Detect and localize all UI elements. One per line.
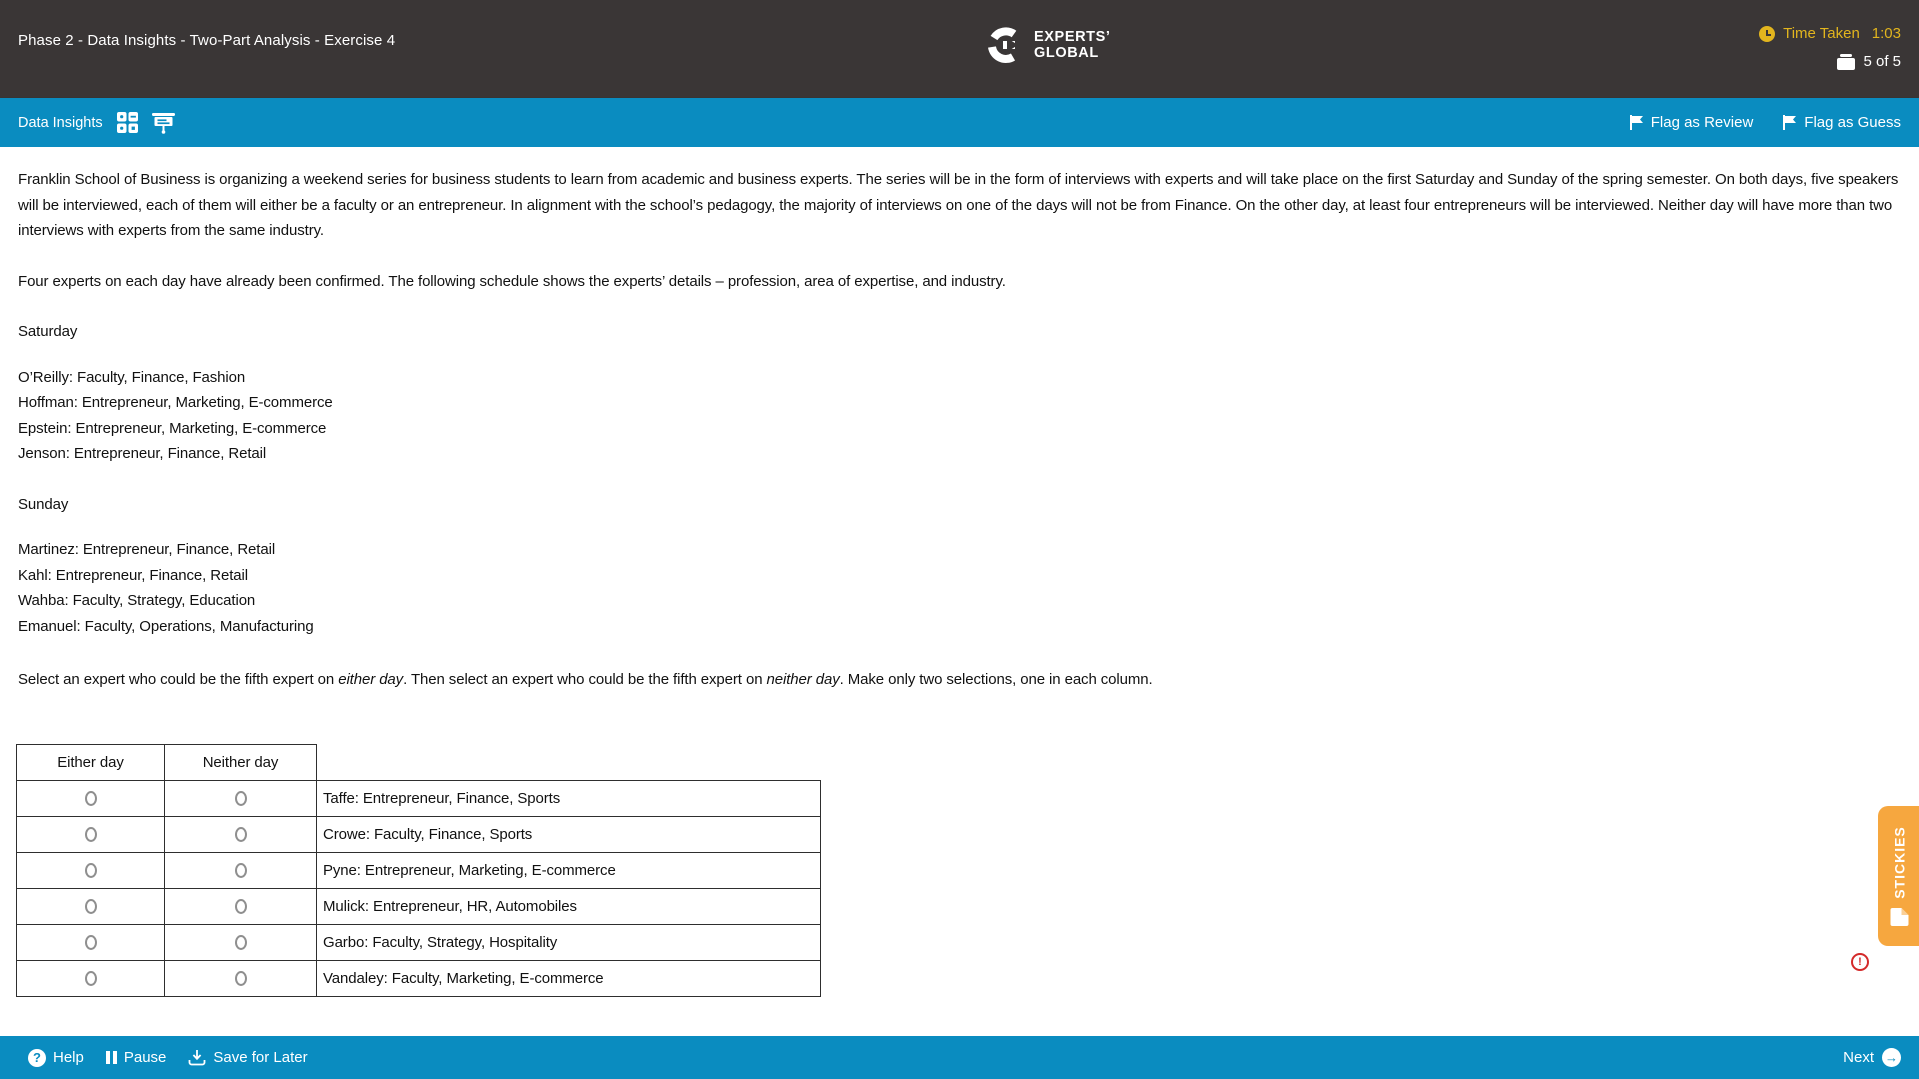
question-area	[0, 147, 1919, 1036]
instruction-text: . Then select an expert who could be the fifth expert on	[403, 671, 767, 688]
answer-table	[16, 744, 821, 997]
clock-icon	[1759, 26, 1775, 42]
saturday-expert: Jenson: Entrepreneur, Finance, Retail	[18, 445, 267, 462]
sticky-note-icon	[1890, 908, 1908, 926]
flag-as-guess-label: Flag as Guess	[1804, 114, 1901, 131]
options-column-header-blank	[317, 744, 821, 780]
save-for-later-label: Save for Later	[213, 1049, 308, 1066]
answer-option-label: Vandaley: Faculty, Marketing, E-commerce	[317, 960, 821, 996]
answer-row	[17, 888, 821, 924]
saturday-expert-list	[18, 365, 1899, 467]
sunday-expert-list	[18, 537, 1899, 639]
selection-instruction	[18, 667, 1899, 693]
either-day-radio-mulick[interactable]	[85, 899, 97, 914]
question-paragraph-1: Franklin School of Business is organizing a weekend series for business students to learn from academic and business experts. The series will be in the form of interviews with experts and will take place on the first Saturday and Sunday of the spring semester. On both days, five speakers will be interviewed, each of them will either be a faculty or an entrepreneur. In alignment with the school’s pedagogy, the majority of interviews on one of the days will not be from Finance. On the other day, at least four entrepreneurs will be interviewed. Neither day will have more than two interviews with experts from the same industry.	[18, 171, 1899, 239]
neither-day-radio-crowe[interactable]	[235, 827, 247, 842]
alert-exclamation-icon[interactable]: !	[1851, 953, 1869, 971]
next-label: Next	[1843, 1049, 1874, 1066]
sunday-expert: Emanuel: Faculty, Operations, Manufacturing	[18, 617, 314, 635]
pause-button[interactable]	[106, 1049, 167, 1066]
help-label: Help	[53, 1049, 84, 1066]
saturday-expert: Hoffman: Entrepreneur, Marketing, E-commerce	[18, 394, 333, 411]
answer-option-label: Crowe: Faculty, Finance, Sports	[317, 816, 821, 852]
answer-row	[17, 780, 821, 816]
stickies-tab[interactable]	[1878, 806, 1919, 946]
neither-day-radio-vandaley[interactable]	[235, 971, 247, 986]
time-taken-value: 1:03	[1871, 25, 1901, 42]
either-day-radio-taffe[interactable]	[85, 791, 97, 806]
next-button[interactable]	[1843, 1036, 1901, 1079]
answer-row	[17, 960, 821, 996]
question-paragraph-2: Four experts on each day have already been confirmed. The following schedule shows the experts’ details – profession, area of expertise, and industry.	[18, 272, 1006, 290]
section-label: Data Insights	[18, 114, 103, 131]
time-taken	[1759, 25, 1901, 42]
answer-row	[17, 924, 821, 960]
instruction-text: . Make only two selections, one in each column.	[839, 671, 1153, 688]
page-title: Phase 2 - Data Insights - Two-Part Analysis - Exercise 4	[18, 32, 396, 49]
next-arrow-icon: →	[1882, 1048, 1901, 1067]
sunday-heading: Sunday	[18, 495, 69, 513]
answer-row	[17, 816, 821, 852]
flag-as-review-button[interactable]	[1630, 114, 1754, 131]
logo-g-mark	[985, 25, 1025, 65]
answer-option-label: Mulick: Entrepreneur, HR, Automobiles	[317, 888, 821, 924]
saturday-expert: O’Reilly: Faculty, Finance, Fashion	[18, 368, 246, 386]
neither-day-radio-garbo[interactable]	[235, 935, 247, 950]
pause-icon	[106, 1051, 117, 1064]
saturday-expert: Epstein: Entrepreneur, Marketing, E-commerce	[18, 419, 327, 437]
answer-option-label: Taffe: Entrepreneur, Finance, Sports	[317, 780, 821, 816]
neither-day-radio-pyne[interactable]	[235, 863, 247, 878]
time-taken-label: Time Taken	[1783, 25, 1860, 42]
answer-row	[17, 852, 821, 888]
neither-day-radio-mulick[interactable]	[235, 899, 247, 914]
instruction-em-either-day: either day	[338, 671, 404, 688]
flag-as-guess-button[interactable]	[1783, 114, 1901, 131]
flag-icon	[1630, 115, 1644, 130]
footer-bar	[0, 1036, 1919, 1079]
help-button[interactable]	[28, 1049, 84, 1067]
sunday-expert: Wahba: Faculty, Strategy, Education	[18, 592, 256, 609]
logo-text-line1: EXPERTS’	[1034, 29, 1111, 45]
either-day-radio-vandaley[interactable]	[85, 971, 97, 986]
experts-global-logo	[985, 25, 1111, 65]
question-progress	[1837, 53, 1901, 70]
either-day-radio-garbo[interactable]	[85, 935, 97, 950]
neither-day-radio-taffe[interactable]	[235, 791, 247, 806]
neither-day-column-header: Neither day	[165, 744, 317, 780]
save-download-icon	[188, 1049, 206, 1066]
top-header-bar	[0, 0, 1919, 98]
sunday-expert: Kahl: Entrepreneur, Finance, Retail	[18, 566, 248, 584]
either-day-radio-pyne[interactable]	[85, 863, 97, 878]
logo-text-line2: GLOBAL	[1034, 45, 1099, 61]
question-progress-text: 5 of 5	[1863, 53, 1901, 70]
section-nav-bar	[0, 98, 1919, 147]
answer-option-label: Garbo: Faculty, Strategy, Hospitality	[317, 924, 821, 960]
whiteboard-icon[interactable]	[152, 112, 175, 134]
help-icon: ?	[28, 1049, 46, 1067]
either-day-radio-crowe[interactable]	[85, 827, 97, 842]
either-day-column-header: Either day	[17, 744, 165, 780]
pause-label: Pause	[123, 1049, 167, 1066]
answer-table-header-row	[17, 744, 821, 780]
save-for-later-button[interactable]	[188, 1049, 307, 1066]
flag-icon	[1783, 115, 1797, 130]
calculator-icon[interactable]	[117, 112, 138, 133]
instruction-em-neither-day: neither day	[766, 671, 840, 688]
instruction-text: Select an expert who could be the fifth expert on	[18, 671, 339, 688]
stickies-label: STICKIES	[1890, 826, 1907, 899]
question-stack-icon	[1837, 54, 1855, 70]
answer-option-label: Pyne: Entrepreneur, Marketing, E-commerce	[317, 852, 821, 888]
flag-as-review-label: Flag as Review	[1650, 114, 1754, 131]
saturday-heading: Saturday	[18, 323, 78, 340]
sunday-expert: Martinez: Entrepreneur, Finance, Retail	[18, 541, 276, 558]
